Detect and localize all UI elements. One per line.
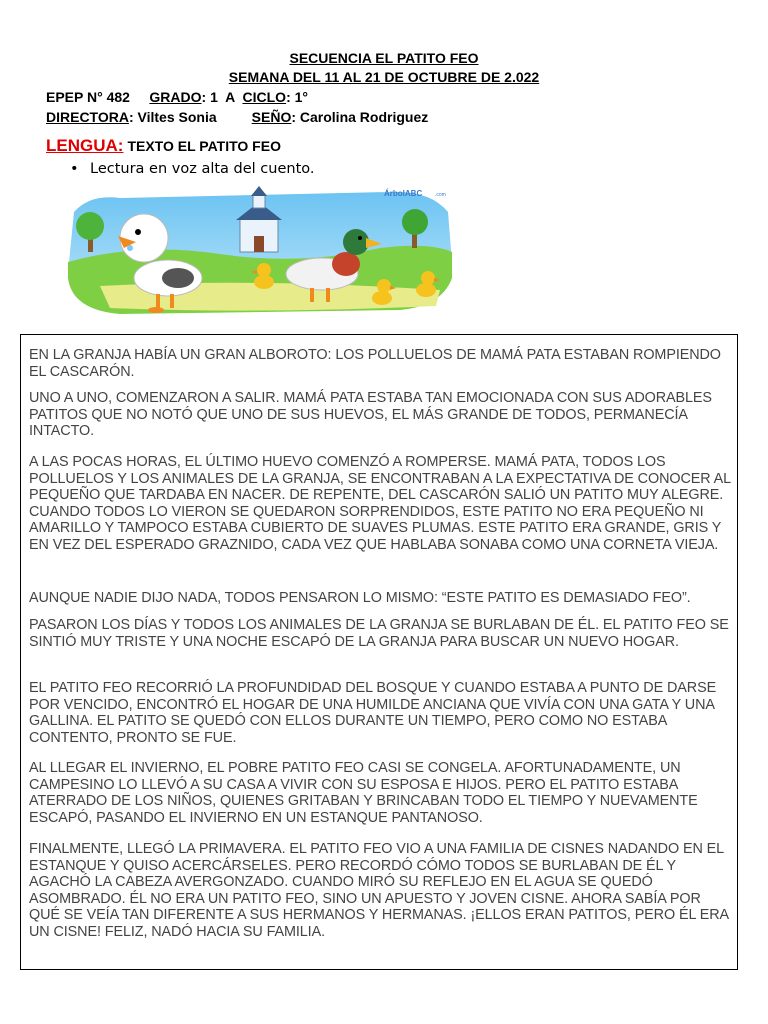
document-week: SEMANA DEL 11 AL 21 DE OCTUBRE DE 2.022 [228, 69, 540, 85]
school-label: EPEP N° 482 [46, 89, 130, 105]
subject-heading [46, 136, 281, 156]
story-paragraph: AUNQUE NADIE DIJO NADA, TODOS PENSARON LO MISMO: “ESTE PATITO ES DEMASIADO FEO”. [29, 590, 691, 606]
ugly-duckling-illustration [60, 182, 456, 316]
story-paragraph: EN LA GRANJA HABÍA UN GRAN ALBOROTO: LOS POLLUELOS DE MAMÁ PATA ESTABAN ROMPIENDO EL CASCARÓN. [29, 347, 721, 380]
story-paragraph: FINALMENTE, LLEGÓ LA PRIMAVERA. EL PATITO FEO VIO A UNA FAMILIA DE CISNES NADANDO EN EL ESTANQUE Y QUISO ACERCÁRSELES. PERO RECORDÓ CÓMO TODOS SE BURLABAN DE ÉL Y AGACHÓ LA CABEZA AVERGONZADO. CUANDO MIRÓ SU REFLEJO EN EL AGUA SE QUEDÓ ASOMBRADO. ÉL NO ERA UN PATITO FEO, SINO UN APUESTO Y JOVEN CISNE. AHORA SABÍA POR QUÉ SE VEÍA TAN DIFERENTE A SUS HERMANOS Y HERMANAS. ¡ELLOS ERAN PATITOS, PERO ÉL ERA UN CISNE! FELIZ, NADÓ HACIA SU FAMILIA. [29, 841, 729, 940]
logo-suffix: .com [435, 192, 446, 198]
teacher-value: : Carolina Rodriguez [291, 109, 429, 125]
activity-text: Lectura en voz alta del cuento. [90, 161, 315, 177]
logo-arbol-abc [384, 189, 446, 198]
document-title: SECUENCIA EL PATITO FEO [289, 50, 479, 66]
story-paragraph: EL PATITO FEO RECORRIÓ LA PROFUNDIDAD DEL BOSQUE Y CUANDO ESTABA A PUNTO DE DARSE POR VENCIDO, ENCONTRÓ EL HOGAR DE UNA HUMILDE ANCIANA QUE VIVÍA CON UNA GATA Y UNA GALLINA. EL PATITO SE QUEDÓ CON ELLOS DURANTE UN TIEMPO, PERO COMO NO ESTABA CONTENTO, PRONTO SE FUE. [29, 680, 717, 746]
grade-value: : 1 A [201, 89, 235, 105]
story-text-box [20, 334, 738, 970]
grade-label: GRADO [149, 89, 202, 105]
story-paragraph: UNO A UNO, COMENZARON A SALIR. MAMÁ PATA ESTABA TAN EMOCIONADA CON SUS ADORABLES PATITOS QUE NO NOTÓ QUE UNO DE SUS HUEVOS, EL MÁS GRANDE DE TODOS, PERMANECÍA INTACTO. [29, 390, 712, 439]
bullet-icon: • [70, 161, 79, 177]
cycle-value: : 1° [286, 89, 309, 105]
story-paragraph: AL LLEGAR EL INVIERNO, EL POBRE PATITO FEO CASI SE CONGELA. AFORTUNADAMENTE, UN CAMPESINO LO LLEVÓ A SU CASA A VIVIR CON SU ESPOSA E HIJOS. PERO EL PATITO ESTABA ATERRADO DE LOS NIÑOS, QUIENES GRITABAN Y BRINCABAN TODO EL TIEMPO Y NUEVAMENTE ESCAPÓ, PASANDO EL INVIERNO EN UN ESTANQUE PANTANOSO. [29, 760, 698, 826]
teacher-label: SEÑO [251, 109, 292, 125]
subject-title: TEXTO EL PATITO FEO [127, 138, 281, 154]
director-value: : Viltes Sonia [128, 109, 217, 125]
subject-label: LENGUA: [46, 136, 124, 155]
activity-bullet [70, 161, 314, 177]
story-paragraph: PASARON LOS DÍAS Y TODOS LOS ANIMALES DE LA GRANJA SE BURLABAN DE ÉL. EL PATITO FEO SE SINTIÓ MUY TRISTE Y UNA NOCHE ESCAPÓ DE LA GRANJA PARA BUSCAR UN NUEVO HOGAR. [29, 617, 729, 650]
staff-info-row [46, 109, 428, 125]
logo-text: ÁrbolABC [384, 189, 423, 198]
story-paragraph: A LAS POCAS HORAS, EL ÚLTIMO HUEVO COMENZÓ A ROMPERSE. MAMÁ PATA, TODOS LOS POLLUELOS Y LOS ANIMALES DE LA GRANJA, SE ENCONTRABAN A LA EXPECTATIVA DE CONOCER AL PEQUEÑO QUE TARDABA EN NACER. DE REPENTE, DEL CASCARÓN SALIÓ UN PATITO MUY ALEGRE. CUANDO TODOS LO VIERON SE QUEDARON SORPRENDIDOS, ESTE PATITO NO ERA PEQUEÑO NI AMARILLO Y TAMPOCO ESTABA CUBIERTO DE SUAVES PLUMAS. ESTE PATITO ERA GRANDE, GRIS Y EN VEZ DEL ESPERADO GRAZNIDO, CADA VEZ QUE HABLABA SONABA COMO UNA CORNETA VIEJA. [29, 454, 731, 553]
director-label: DIRECTORA [46, 109, 129, 125]
school-info-row [46, 89, 308, 105]
cycle-label: CICLO [242, 89, 287, 105]
